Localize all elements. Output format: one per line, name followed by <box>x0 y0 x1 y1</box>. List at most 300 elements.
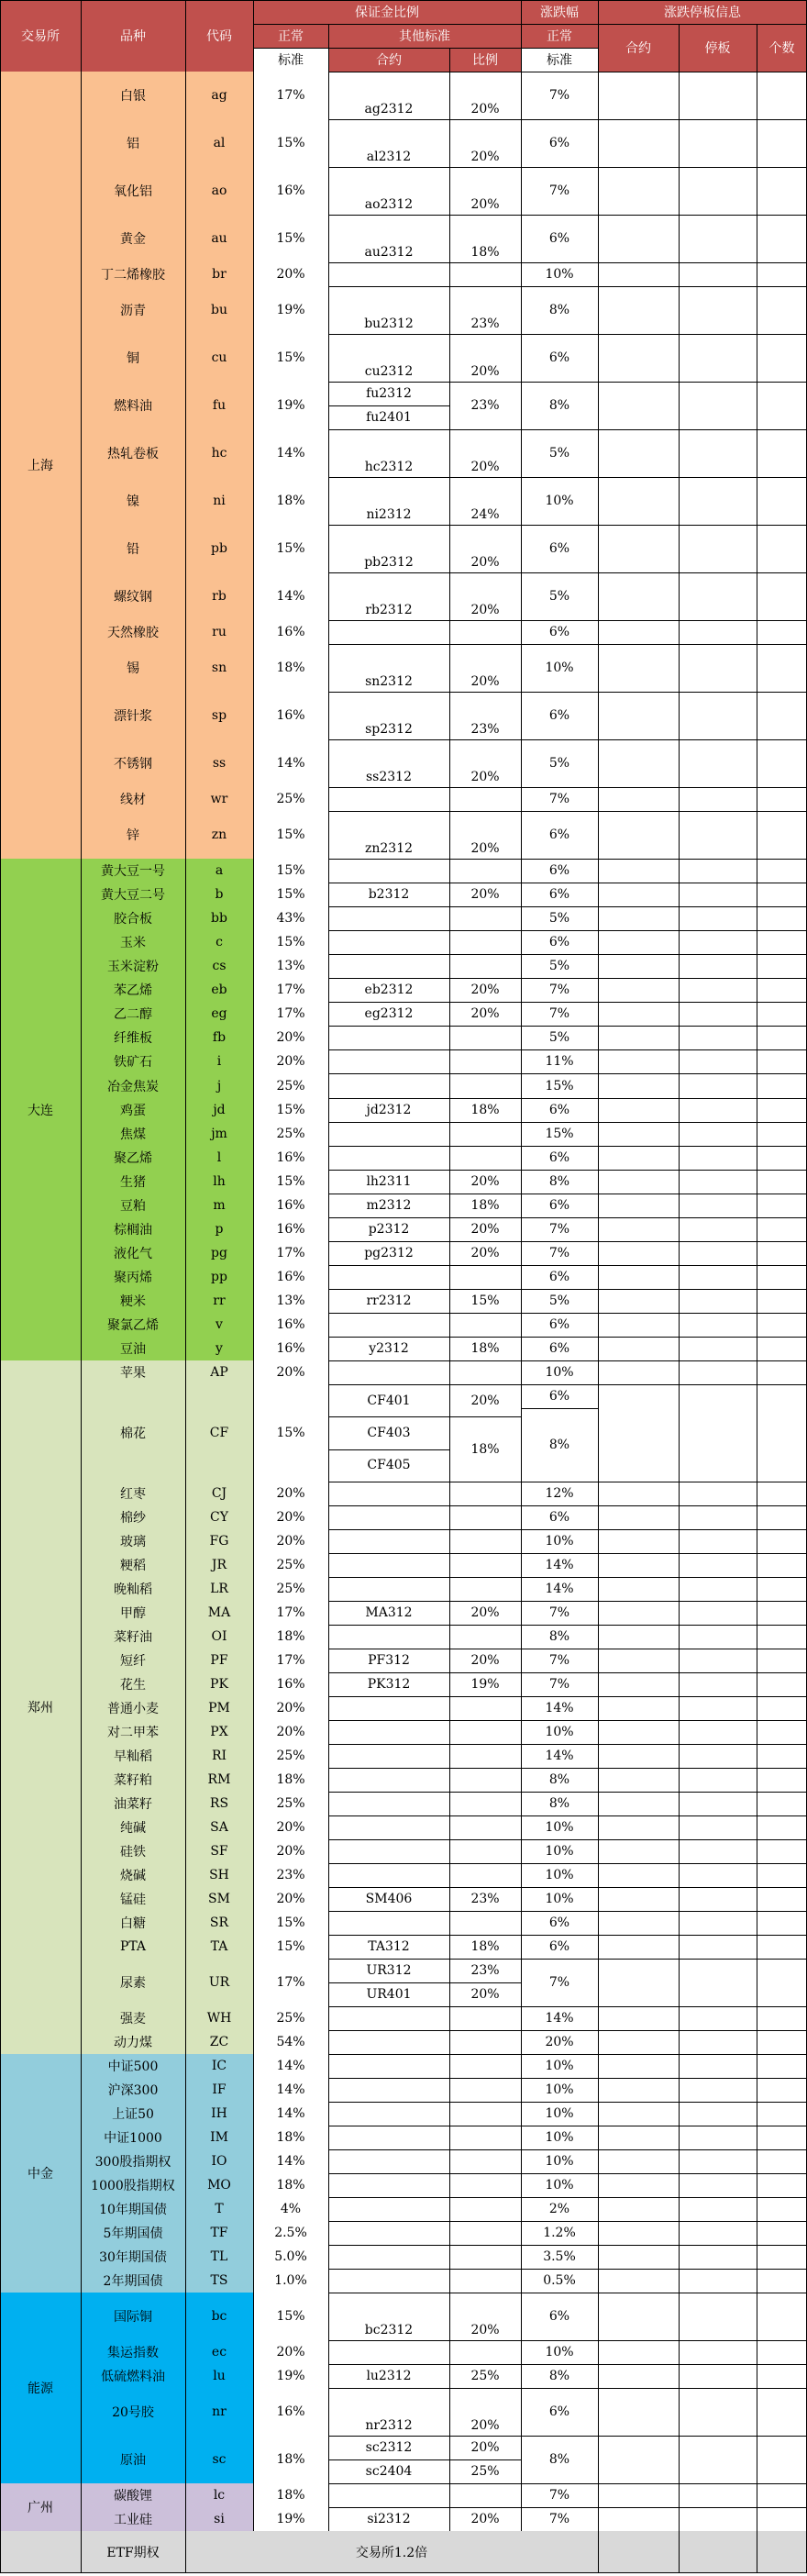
grid-line <box>253 1026 254 1049</box>
grid-line <box>328 1505 329 1529</box>
stop-contract-cell <box>598 930 679 954</box>
grid-line <box>81 1170 82 1194</box>
stop-count-cell <box>757 2006 807 2030</box>
grid-line <box>253 1696 254 1720</box>
grid-line <box>679 1241 680 1265</box>
grid-line <box>328 286 329 334</box>
product-code: ao <box>185 167 253 215</box>
grid-line <box>521 739 522 787</box>
other-ratio-empty <box>449 1049 521 1073</box>
grid-line <box>679 811 680 859</box>
grid-line <box>449 1649 450 1672</box>
stop-contract-cell <box>598 1553 679 1577</box>
grid-line <box>521 0 522 72</box>
other-ratio-empty <box>449 262 521 286</box>
grid-line <box>328 2459 449 2460</box>
product-name: 碳酸锂 <box>81 2483 185 2507</box>
product-code: lu <box>185 2364 253 2388</box>
product-name: 漂针浆 <box>81 692 185 739</box>
grid-line <box>185 525 186 572</box>
grid-line <box>328 2126 329 2149</box>
grid-line <box>521 525 522 572</box>
other-contract: y2312 <box>369 1341 409 1356</box>
grid-line <box>185 811 186 859</box>
grid-line <box>521 167 522 215</box>
other-ratio-empty <box>449 2149 521 2173</box>
grid-line <box>521 1744 522 1768</box>
margin-standard: 20% <box>253 2340 328 2364</box>
grid-line <box>81 978 82 1002</box>
product-name: 棕榈油 <box>81 1217 185 1241</box>
margin-standard: 25% <box>253 1577 328 1601</box>
grid-line <box>328 1449 449 1450</box>
product-name: 油菜籽 <box>81 1792 185 1815</box>
stop-board-cell <box>679 382 757 429</box>
other-ratio-empty <box>449 859 521 883</box>
stop-contract-cell <box>598 2197 679 2221</box>
product-code: c <box>185 930 253 954</box>
stop-board-cell <box>679 1360 757 1384</box>
grid-line <box>328 1098 329 1122</box>
grid-line <box>81 2173 82 2197</box>
grid-line <box>253 2483 254 2507</box>
grid-line <box>449 2126 450 2149</box>
margin-standard: 18% <box>253 2483 328 2507</box>
grid-line <box>598 1768 599 1792</box>
grid-line <box>185 1815 186 1839</box>
grid-line <box>521 1337 522 1360</box>
grid-line <box>253 1720 254 1744</box>
grid-line <box>679 1482 680 1505</box>
stop-contract-cell <box>598 1217 679 1241</box>
product-code: TS <box>185 2269 253 2293</box>
other-contract-empty <box>328 859 449 883</box>
stop-contract-cell <box>598 906 679 930</box>
grid-line <box>81 1073 82 1098</box>
grid-line <box>253 2269 254 2293</box>
grid-line <box>185 1265 186 1289</box>
other-ratio: 20% <box>470 770 500 784</box>
product-name: 白糖 <box>81 1911 185 1935</box>
stop-count-cell <box>757 811 807 859</box>
grid-line <box>253 1744 254 1768</box>
grid-line <box>598 2269 599 2293</box>
grid-line <box>328 1887 329 1911</box>
margin-standard: 16% <box>253 1265 328 1289</box>
limit-standard: 7% <box>548 88 570 103</box>
stop-count-cell <box>757 1815 807 1839</box>
stop-contract-cell <box>598 1265 679 1289</box>
stop-contract-cell <box>598 2483 679 2507</box>
product-name: 1000股指期权 <box>81 2173 185 2197</box>
stop-count-cell <box>757 1384 807 1482</box>
other-ratio-empty <box>449 1146 521 1170</box>
grid-line <box>598 262 599 286</box>
product-name: 上证50 <box>81 2102 185 2126</box>
limit-standard: 8% <box>548 1629 570 1644</box>
limit-standard: 7% <box>548 1222 570 1237</box>
other-ratio-empty <box>449 2221 521 2245</box>
grid-line <box>81 215 82 262</box>
grid-line <box>449 2340 450 2364</box>
grid-line <box>185 1744 186 1768</box>
other-contract-empty <box>328 1577 449 1601</box>
grid-line <box>521 2221 522 2245</box>
product-name: 镍 <box>81 477 185 525</box>
other-ratio-empty <box>449 1768 521 1792</box>
grid-line <box>253 1911 254 1935</box>
margin-standard: 18% <box>253 2126 328 2149</box>
other-contract-empty <box>328 2483 449 2507</box>
grid-line <box>449 1696 450 1720</box>
grid-line <box>328 1049 329 1073</box>
product-name: 2年期国债 <box>81 2269 185 2293</box>
grid-line <box>81 1696 82 1720</box>
grid-line <box>449 334 450 382</box>
grid-line <box>598 2149 599 2173</box>
grid-line <box>521 692 522 739</box>
grid-line <box>185 906 186 930</box>
grid-line <box>521 215 522 262</box>
grid-line <box>185 1098 186 1122</box>
margin-standard: 1.0% <box>253 2269 328 2293</box>
stop-board-cell <box>679 215 757 262</box>
product-name: 线材 <box>81 787 185 811</box>
stop-board-cell <box>679 1098 757 1122</box>
grid-line <box>185 1792 186 1815</box>
grid-line <box>81 2531 82 2573</box>
other-ratio: 23% <box>470 398 500 413</box>
grid-line <box>449 1122 450 1146</box>
stop-count-cell <box>757 1217 807 1241</box>
grid-line <box>81 1887 82 1911</box>
grid-line <box>679 1863 680 1887</box>
grid-line <box>598 2006 599 2030</box>
product-code: pg <box>185 1241 253 1265</box>
product-code: lh <box>185 1170 253 1194</box>
grid-line <box>253 1887 254 1911</box>
product-name: 螺纹钢 <box>81 572 185 620</box>
stop-contract-cell <box>598 215 679 262</box>
stop-contract-cell <box>598 1792 679 1815</box>
other-ratio-empty <box>449 2102 521 2126</box>
grid-line <box>449 477 450 525</box>
grid-line <box>81 1217 82 1241</box>
grid-line <box>185 1482 186 1505</box>
grid-line <box>521 1098 522 1122</box>
grid-line <box>185 2340 186 2364</box>
limit-standard: 6% <box>548 2309 570 2324</box>
grid-line <box>598 525 599 572</box>
grid-line <box>185 286 186 334</box>
stop-board-cell <box>679 2126 757 2149</box>
grid-line <box>185 1289 186 1313</box>
stop-contract-cell <box>598 167 679 215</box>
grid-line <box>185 692 186 739</box>
margin-standard: 19% <box>253 2507 328 2531</box>
grid-line <box>253 1194 254 1217</box>
stop-count-cell <box>757 1839 807 1863</box>
stop-board-cell <box>679 1505 757 1529</box>
grid-line <box>253 429 254 477</box>
other-ratio: 23% <box>470 722 500 737</box>
grid-line <box>521 2078 522 2102</box>
stop-contract-cell <box>598 692 679 739</box>
grid-line <box>449 2078 450 2102</box>
grid-line <box>253 811 254 859</box>
grid-line <box>185 2197 186 2221</box>
grid-line <box>81 2436 82 2483</box>
other-ratio-empty <box>449 2173 521 2197</box>
other-ratio: 20% <box>470 1246 500 1260</box>
grid-line <box>679 1217 680 1241</box>
grid-line <box>81 1194 82 1217</box>
grid-line <box>449 72 450 119</box>
grid-line <box>0 2054 1 2293</box>
grid-line <box>449 1815 450 1839</box>
grid-line <box>81 1529 82 1553</box>
grid-line <box>598 1337 599 1360</box>
grid-line <box>598 811 599 859</box>
grid-line <box>328 2149 329 2173</box>
stop-count-cell <box>757 1863 807 1887</box>
other-contract-empty <box>328 1146 449 1170</box>
grid-line <box>598 1625 599 1649</box>
margin-standard: 15% <box>253 930 328 954</box>
grid-line <box>185 2507 186 2531</box>
grid-line <box>679 1360 680 1384</box>
other-contract-empty <box>328 1792 449 1815</box>
other-ratio-empty <box>449 2054 521 2078</box>
grid-line <box>679 1313 680 1337</box>
stop-contract-cell <box>598 1098 679 1122</box>
grid-line <box>449 1887 450 1911</box>
limit-standard: 3.5% <box>543 2249 576 2264</box>
product-code: T <box>185 2197 253 2221</box>
other-ratio: 20% <box>470 1987 500 2002</box>
limit-standard: 10% <box>545 2345 574 2359</box>
grid-line <box>598 859 599 883</box>
stop-contract-cell <box>598 1696 679 1720</box>
grid-line <box>449 1002 450 1026</box>
stop-contract-cell <box>598 1049 679 1073</box>
product-code: wr <box>185 787 253 811</box>
other-contract-empty <box>328 1482 449 1505</box>
stop-board-cell <box>679 2483 757 2507</box>
grid-line <box>253 978 254 1002</box>
grid-line <box>521 2197 522 2221</box>
grid-line <box>449 1982 521 1983</box>
margin-standard: 16% <box>253 1217 328 1241</box>
grid-line <box>185 1194 186 1217</box>
grid-line <box>81 1098 82 1122</box>
limit-standard: 10% <box>545 1365 574 1380</box>
grid-line <box>679 1098 680 1122</box>
stop-count-cell <box>757 1241 807 1265</box>
grid-line <box>81 334 82 382</box>
exchange-name-energy: 能源 <box>0 2293 81 2483</box>
other-ratio: 20% <box>470 150 500 164</box>
stop-contract-cell <box>598 429 679 477</box>
stop-contract-cell <box>598 1026 679 1049</box>
other-ratio-empty <box>449 1720 521 1744</box>
grid-line <box>449 2364 450 2388</box>
grid-line <box>679 2126 680 2149</box>
limit-standard: 7% <box>548 1653 570 1668</box>
stop-board-cell <box>679 2340 757 2364</box>
grid-line <box>521 382 522 429</box>
other-ratio-empty <box>449 1577 521 1601</box>
grid-line <box>598 644 599 692</box>
stop-contract-cell <box>598 2364 679 2388</box>
stop-count-cell <box>757 1194 807 1217</box>
grid-line <box>449 1577 450 1601</box>
grid-line <box>449 572 450 620</box>
other-contract-empty <box>328 2102 449 2126</box>
grid-line <box>328 1672 329 1696</box>
grid-line <box>328 859 329 883</box>
grid-line <box>449 119 450 167</box>
grid-line <box>679 167 680 215</box>
grid-line <box>81 1553 82 1577</box>
grid-line <box>185 1073 186 1098</box>
grid-line <box>598 1863 599 1887</box>
grid-line <box>185 572 186 620</box>
other-ratio-empty <box>449 1360 521 1384</box>
stop-board-cell <box>679 1122 757 1146</box>
grid-line <box>679 1815 680 1839</box>
product-code: PM <box>185 1696 253 1720</box>
other-contract-empty <box>328 2078 449 2102</box>
stop-count-cell <box>757 739 807 787</box>
margin-standard: 14% <box>253 572 328 620</box>
product-code: SA <box>185 1815 253 1839</box>
grid-line <box>679 2221 680 2245</box>
grid-line <box>185 954 186 978</box>
stop-count-cell <box>757 930 807 954</box>
limit-standard: 7% <box>548 1246 570 1260</box>
other-ratio: 20% <box>470 2418 500 2433</box>
margin-standard: 15% <box>253 1170 328 1194</box>
grid-line <box>81 2149 82 2173</box>
grid-line <box>328 1416 449 1417</box>
grid-line <box>521 1026 522 1049</box>
grid-line <box>679 1768 680 1792</box>
other-contract-empty <box>328 1863 449 1887</box>
limit-standard: 12% <box>545 1486 574 1501</box>
grid-line <box>598 1265 599 1289</box>
margin-standard: 16% <box>253 620 328 644</box>
grid-line <box>328 1839 329 1863</box>
grid-line <box>598 1026 599 1049</box>
stop-count-cell <box>757 1289 807 1313</box>
product-name: 菜籽粕 <box>81 1768 185 1792</box>
product-name: 铜 <box>81 334 185 382</box>
grid-line <box>81 1146 82 1170</box>
stop-board-cell <box>679 787 757 811</box>
grid-line <box>449 429 450 477</box>
stop-count-cell <box>757 382 807 429</box>
grid-line <box>521 620 522 644</box>
stop-board-cell <box>679 1672 757 1696</box>
grid-line <box>598 477 599 525</box>
product-name: 苹果 <box>81 1360 185 1384</box>
stop-contract-cell <box>598 2054 679 2078</box>
stop-contract-cell <box>598 1863 679 1887</box>
stop-board-cell <box>679 72 757 119</box>
limit-standard: 10% <box>545 1868 574 1882</box>
product-name: 豆粕 <box>81 1194 185 1217</box>
margin-standard: 14% <box>253 2149 328 2173</box>
grid-line <box>81 883 82 906</box>
grid-line <box>598 2483 599 2507</box>
other-ratio-empty <box>449 906 521 930</box>
stop-count-cell <box>757 429 807 477</box>
stop-count-cell <box>757 2149 807 2173</box>
grid-line <box>449 2173 450 2197</box>
other-contract-empty <box>328 2030 449 2054</box>
product-name: 沪深300 <box>81 2078 185 2102</box>
stop-contract-cell <box>598 2436 679 2483</box>
grid-line <box>449 978 450 1002</box>
product-code: PF <box>185 1649 253 1672</box>
other-contract: b2312 <box>368 887 410 902</box>
grid-line <box>449 1049 450 1073</box>
margin-standard: 16% <box>253 167 328 215</box>
other-contract: sn2312 <box>365 674 413 689</box>
grid-line <box>449 1863 450 1887</box>
other-contract: jd2312 <box>366 1103 412 1117</box>
other-contract: pg2312 <box>364 1246 414 1260</box>
stop-count-cell <box>757 1529 807 1553</box>
other-contract-empty <box>328 2054 449 2078</box>
margin-standard: 13% <box>253 1289 328 1313</box>
grid-line <box>185 1529 186 1553</box>
grid-line <box>679 883 680 906</box>
stop-contract-cell <box>598 1170 679 1194</box>
grid-line <box>679 2531 680 2573</box>
limit-standard: 15% <box>545 1127 574 1141</box>
stop-count-cell <box>757 692 807 739</box>
grid-line <box>598 1241 599 1265</box>
product-code: cu <box>185 334 253 382</box>
grid-line <box>185 1505 186 1529</box>
grid-line <box>81 2030 82 2054</box>
other-ratio: 19% <box>470 1677 500 1692</box>
other-ratio: 20% <box>470 1653 500 1668</box>
other-contract: bc2312 <box>364 2323 414 2337</box>
grid-line <box>679 859 680 883</box>
stop-count-cell <box>757 1002 807 1026</box>
other-contract: UR401 <box>366 1987 412 2002</box>
grid-line <box>679 2173 680 2197</box>
grid-line <box>598 1313 599 1337</box>
grid-line <box>521 1049 522 1073</box>
stop-count-cell <box>757 1887 807 1911</box>
other-contract: lh2311 <box>366 1174 412 1189</box>
other-contract-empty <box>328 1529 449 1553</box>
other-contract: bu2312 <box>364 316 414 331</box>
grid-line <box>253 1553 254 1577</box>
grid-line <box>449 2006 450 2030</box>
grid-line <box>253 1935 254 1959</box>
margin-standard: 20% <box>253 1887 328 1911</box>
grid-line <box>328 1577 329 1601</box>
grid-line <box>598 1959 599 2006</box>
grid-line <box>598 286 599 334</box>
other-ratio-empty <box>449 2245 521 2269</box>
grid-line <box>328 334 329 382</box>
